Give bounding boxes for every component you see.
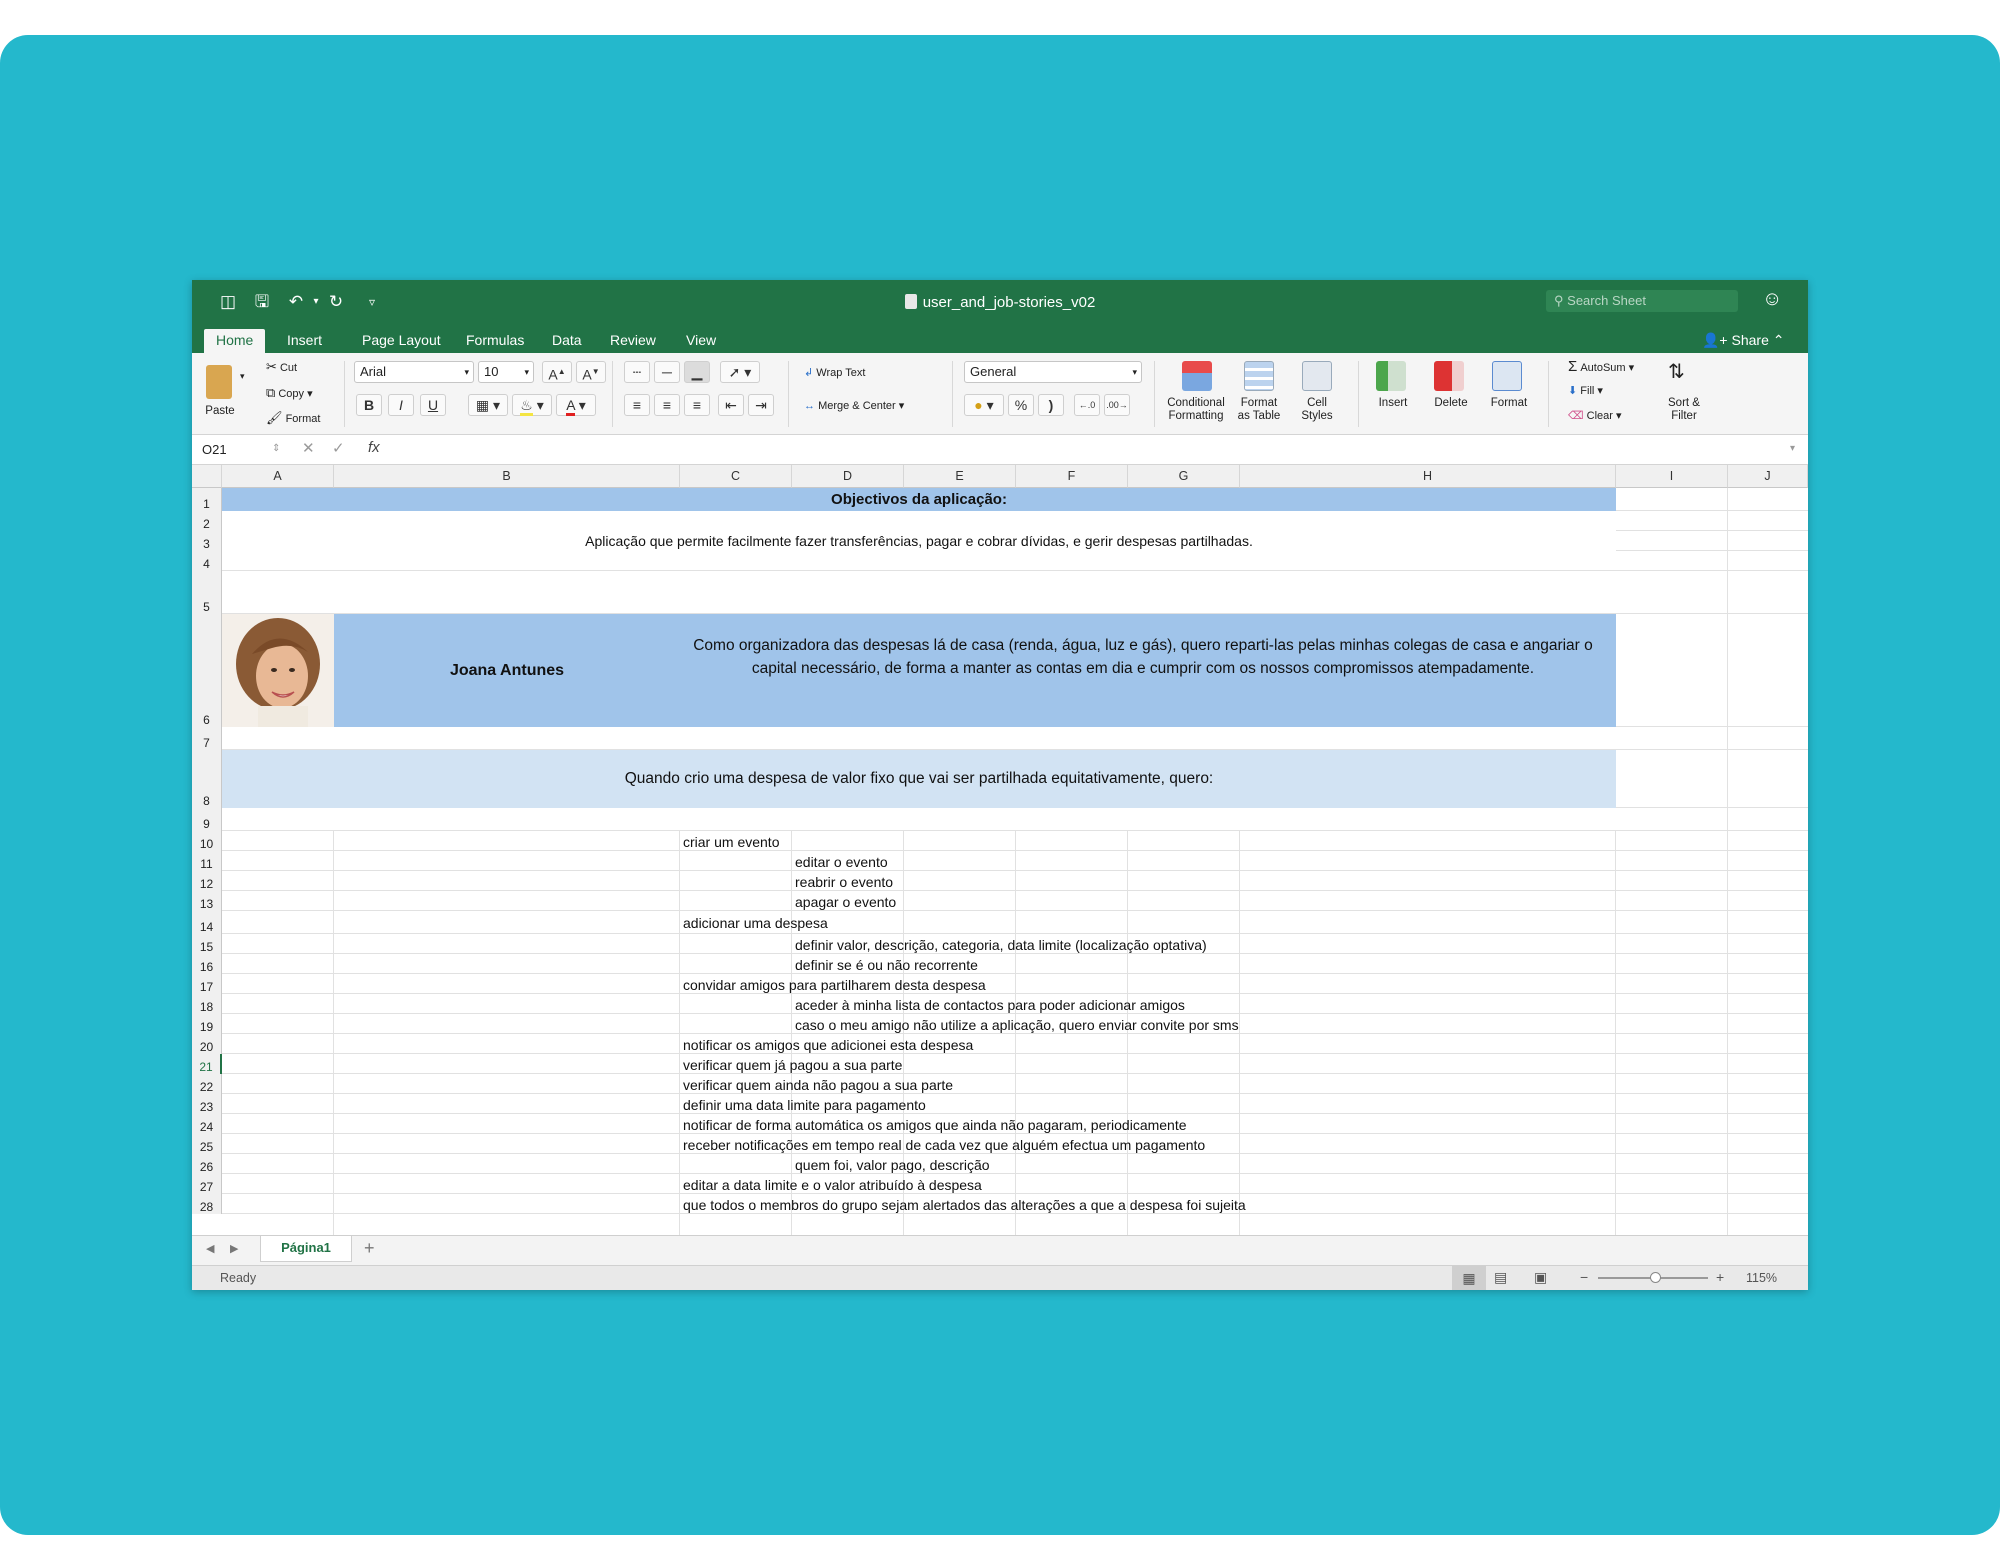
number-format-select[interactable]: General ▾ — [964, 361, 1142, 383]
accounting-format-button[interactable]: ● ▾ — [964, 394, 1004, 416]
insert-cells-icon[interactable] — [1376, 361, 1406, 391]
tab-data[interactable]: Data — [552, 332, 582, 348]
story-item-row-16[interactable]: definir se é ou não recorrente — [795, 957, 978, 973]
row-header-12[interactable]: 12 — [192, 871, 222, 891]
spacer-band — [222, 571, 1616, 614]
format-as-table-icon[interactable] — [1244, 361, 1274, 391]
row-header-19[interactable]: 19 — [192, 1014, 222, 1034]
fill-down-icon: ⬇ — [1568, 385, 1578, 397]
increase-indent-button[interactable]: ⇥ — [748, 394, 774, 416]
paste-icon[interactable] — [206, 365, 232, 399]
story-item-row-10[interactable]: criar um evento — [683, 834, 780, 850]
font-color-button[interactable]: A ▾ — [556, 394, 596, 416]
scissors-icon: ✂ — [266, 359, 277, 374]
story-item-row-27[interactable]: editar a data limite e o valor atribuído à despesa — [683, 1177, 982, 1193]
customize-toolbar-icon[interactable]: ▿ — [368, 295, 376, 309]
row-header-28[interactable]: 28 — [192, 1194, 222, 1214]
row-header-2[interactable]: 2 — [192, 511, 222, 531]
row-header-16[interactable]: 16 — [192, 954, 222, 974]
underline-button[interactable]: U — [420, 394, 446, 416]
row-header-9[interactable]: 9 — [192, 808, 222, 831]
row-header-6[interactable]: 6 — [192, 614, 222, 727]
row-header-21[interactable]: 21 — [192, 1054, 222, 1074]
title-bar — [192, 280, 1808, 325]
redo-icon[interactable]: ↻ — [328, 292, 344, 311]
file-icon — [905, 294, 917, 309]
search-icon: ⚲ — [1554, 293, 1564, 308]
borders-button[interactable]: ▦ ▾ — [468, 394, 508, 416]
story-item-row-26[interactable]: quem foi, valor pago, descrição — [795, 1157, 990, 1173]
fill-color-button[interactable]: ♨ ▾ — [512, 394, 552, 416]
merge-center-button[interactable]: ↔ Merge & Center ▾ — [804, 400, 905, 412]
copy-icon: ⧉ — [266, 385, 276, 400]
chevron-down-icon: ▾ — [464, 367, 469, 377]
spreadsheet-grid[interactable] — [192, 465, 1808, 1235]
sheet-tab-pagina1[interactable]: Página1 — [260, 1236, 352, 1262]
ribbon-home — [192, 353, 1808, 435]
sigma-icon: Σ — [1568, 358, 1578, 375]
increase-font-button[interactable]: A▲ — [542, 361, 572, 383]
story-item-row-24[interactable]: notificar de forma automática os amigos que ainda não pagaram, periodicamente — [683, 1117, 1187, 1133]
scroll-tabs-right-icon[interactable]: ▶ — [230, 1243, 239, 1255]
row-header-11[interactable]: 11 — [192, 851, 222, 871]
borders-icon: ▦ — [475, 397, 490, 413]
font-size-select[interactable]: 10 ▾ — [478, 361, 534, 383]
paste-dropdown-icon[interactable]: ▾ — [240, 371, 245, 381]
paste-button[interactable]: Paste — [205, 405, 235, 417]
sheet-tab-bar — [192, 1235, 1808, 1265]
zoom-level: 115% — [1746, 1271, 1778, 1285]
row-header-24[interactable]: 24 — [192, 1114, 222, 1134]
tab-home[interactable]: Home — [204, 329, 265, 353]
wrap-text-icon: ↲ — [804, 367, 814, 379]
column-header-b[interactable]: B — [334, 465, 680, 488]
story-item-row-18[interactable]: aceder à minha lista de contactos para poder adicionar amigos — [795, 997, 1185, 1013]
row-header-15[interactable]: 15 — [192, 934, 222, 954]
story-item-row-17[interactable]: convidar amigos para partilharem desta despesa — [683, 977, 986, 993]
align-center-button[interactable]: ≡ — [654, 394, 680, 416]
align-top-button[interactable]: ┄ — [624, 361, 650, 383]
column-header-e[interactable]: E — [904, 465, 1016, 488]
row-header-8[interactable]: 8 — [192, 750, 222, 808]
cancel-icon[interactable]: ✕ — [302, 440, 315, 457]
format-painter-button[interactable]: 🖌 Format — [266, 410, 321, 425]
story-item-row-13[interactable]: apagar o evento — [795, 894, 897, 910]
row-header-22[interactable]: 22 — [192, 1074, 222, 1094]
story-item-row-23[interactable]: definir uma data limite para pagamento — [683, 1097, 926, 1113]
coins-icon: ● — [974, 397, 983, 413]
orientation-button[interactable]: ➚ ▾ — [720, 361, 760, 383]
zoom-out-icon[interactable]: − — [1580, 1269, 1589, 1285]
tab-view[interactable]: View — [686, 332, 717, 348]
column-header-i[interactable]: I — [1616, 465, 1728, 488]
decrease-font-button[interactable]: A▼ — [576, 361, 606, 383]
zoom-in-icon[interactable]: + — [1716, 1269, 1725, 1285]
row-header-20[interactable]: 20 — [192, 1034, 222, 1054]
story-item-row-11[interactable]: editar o evento — [795, 854, 888, 870]
column-header-d[interactable]: D — [792, 465, 904, 488]
normal-view-icon[interactable]: ▦ — [1452, 1266, 1486, 1290]
align-left-button[interactable]: ≡ — [624, 394, 650, 416]
confirm-icon[interactable]: ✓ — [332, 440, 345, 457]
formula-bar — [192, 435, 1808, 465]
story-item-row-21[interactable]: verificar quem já pagou a sua parte — [683, 1057, 903, 1073]
ribbon-tabs — [192, 325, 1808, 353]
heading-cell[interactable]: Objectivos da aplicação: — [831, 491, 1007, 508]
status-ready: Ready — [220, 1271, 257, 1285]
increase-decimal-button[interactable]: ←.0 — [1074, 394, 1100, 416]
zoom-slider-thumb[interactable] — [1650, 1272, 1661, 1283]
excel-window — [192, 280, 1808, 1290]
bold-button[interactable]: B — [356, 394, 382, 416]
row-header-13[interactable]: 13 — [192, 891, 222, 911]
decrease-decimal-button[interactable]: .00→ — [1104, 394, 1130, 416]
font-name-select[interactable]: Arial ▾ — [354, 361, 474, 383]
spacer-band-row7 — [222, 727, 1616, 750]
persona-avatar — [222, 614, 334, 727]
column-header-f[interactable]: F — [1016, 465, 1128, 488]
add-person-icon: 👤+ — [1702, 332, 1728, 348]
row-header-7[interactable]: 7 — [192, 727, 222, 750]
column-header-h[interactable]: H — [1240, 465, 1616, 488]
row-header-25[interactable]: 25 — [192, 1134, 222, 1154]
wrap-text-button[interactable]: ↲ Wrap Text — [804, 367, 866, 379]
page-break-view-icon[interactable]: ▣ — [1534, 1269, 1548, 1285]
tab-formulas[interactable]: Formulas — [466, 332, 525, 348]
autosum-button[interactable]: Σ AutoSum ▾ — [1568, 358, 1635, 375]
merge-icon: ↔ — [804, 400, 815, 412]
cell-styles-button[interactable]: Cell Styles — [1301, 397, 1333, 422]
row-header-17[interactable]: 17 — [192, 974, 222, 994]
share-button[interactable]: 👤+ Share ⌃ — [1702, 332, 1785, 348]
story-item-row-20[interactable]: notificar os amigos que adicionei esta despesa — [683, 1037, 974, 1053]
save-icon[interactable]: 🖫 — [254, 292, 270, 311]
cut-button[interactable]: ✂ Cut — [266, 359, 298, 374]
spacer-band-row9 — [222, 808, 1616, 831]
decrease-indent-button[interactable]: ⇤ — [718, 394, 744, 416]
brush-icon: 🖌 — [266, 410, 283, 425]
clear-button[interactable]: ⌫ Clear ▾ — [1568, 410, 1622, 422]
job-story-cell[interactable]: Quando crio uma despesa de valor fixo que vai ser partilhada equitativamente, quero: — [624, 770, 1214, 787]
sort-filter-button[interactable]: Sort & Filter — [1668, 397, 1700, 422]
collapse-ribbon-icon: ⌃ — [1772, 332, 1785, 348]
story-item-row-28[interactable]: que todos o membros do grupo sejam alertados das alterações a que a despesa foi sujeita — [683, 1197, 1246, 1213]
column-header-g[interactable]: G — [1128, 465, 1240, 488]
row-header-10[interactable]: 10 — [192, 831, 222, 851]
name-box[interactable]: O21 — [202, 442, 227, 457]
delete-cells-button[interactable]: Delete — [1434, 397, 1468, 409]
story-item-row-12[interactable]: reabrir o evento — [795, 874, 894, 890]
row-header-23[interactable]: 23 — [192, 1094, 222, 1114]
sidebar-toggle-icon[interactable]: ◫ — [219, 292, 237, 311]
row-header-26[interactable]: 26 — [192, 1154, 222, 1174]
cell-styles-icon[interactable] — [1302, 361, 1332, 391]
font-color-icon: A — [566, 397, 575, 416]
tab-review[interactable]: Review — [610, 332, 656, 348]
status-bar — [192, 1265, 1808, 1290]
tab-insert[interactable]: Insert — [287, 332, 323, 348]
format-as-table-button[interactable]: Format as Table — [1237, 397, 1281, 422]
percent-button[interactable]: % — [1008, 394, 1034, 416]
page-layout-view-icon[interactable]: ▤ — [1494, 1269, 1508, 1285]
persona-photo — [222, 614, 334, 727]
conditional-formatting-icon[interactable] — [1182, 361, 1212, 391]
orientation-icon: ➚ — [728, 364, 741, 380]
chevron-down-icon: ▾ — [1132, 367, 1137, 377]
eraser-icon: ⌫ — [1568, 410, 1584, 422]
story-item-row-25[interactable]: receber notificações em tempo real de cada vez que alguém efectua um pagamento — [683, 1137, 1206, 1153]
expand-formula-icon[interactable]: ▾ — [1790, 443, 1796, 454]
row-header-18[interactable]: 18 — [192, 994, 222, 1014]
undo-icon[interactable]: ↶ — [288, 292, 304, 311]
align-middle-button[interactable]: ─ — [654, 361, 680, 383]
description-cell[interactable]: Aplicação que permite facilmente fazer transferências, pagar e cobrar dívidas, e gerir despesas partilhadas. — [585, 533, 1253, 549]
fx-icon[interactable]: fx — [368, 439, 380, 456]
persona-story-cell[interactable]: Como organizadora das despesas lá de casa (renda, água, luz e gás), quero reparti-las pelas minhas colegas de casa e angariar o capital necessário, de forma a manter as contas em dia e cumprir com os nossos compromissos atempadamente. — [693, 637, 1593, 677]
insert-cells-button[interactable]: Insert — [1378, 397, 1408, 409]
row-header-4[interactable]: 4 — [192, 551, 222, 571]
italic-button[interactable]: I — [388, 394, 414, 416]
row-header-5[interactable]: 5 — [192, 571, 222, 614]
story-item-row-22[interactable]: verificar quem ainda não pagou a sua parte — [683, 1077, 954, 1093]
delete-cells-icon[interactable] — [1434, 361, 1464, 391]
row-header-27[interactable]: 27 — [192, 1174, 222, 1194]
tab-page-layout[interactable]: Page Layout — [362, 332, 441, 348]
sort-filter-icon[interactable]: ⇅ — [1668, 361, 1685, 383]
paint-bucket-icon: ♨ — [520, 397, 533, 416]
story-item-row-14[interactable]: adicionar uma despesa — [683, 915, 828, 931]
column-header-c[interactable]: C — [680, 465, 792, 488]
conditional-formatting-button[interactable]: Conditional Formatting — [1167, 397, 1225, 422]
column-header-a[interactable]: A — [222, 465, 334, 488]
scroll-tabs-left-icon[interactable]: ◀ — [206, 1243, 215, 1255]
persona-name-cell[interactable]: Joana Antunes — [449, 662, 565, 679]
select-all-corner[interactable] — [192, 465, 222, 488]
comma-style-button[interactable]: ) — [1038, 394, 1064, 416]
format-cells-button[interactable]: Format — [1490, 397, 1528, 409]
column-gridline — [1727, 488, 1728, 1235]
undo-dropdown-icon[interactable]: ▾ — [313, 296, 319, 307]
story-item-row-19[interactable]: caso o meu amigo não utilize a aplicação, quero enviar convite por sms — [795, 1017, 1239, 1033]
row-header-3[interactable]: 3 — [192, 531, 222, 551]
formula-input[interactable] — [396, 439, 1786, 461]
feedback-smiley-icon[interactable]: ☺ — [1762, 288, 1783, 310]
align-right-button[interactable]: ≡ — [684, 394, 710, 416]
document-title: user_and_job-stories_v02 — [192, 280, 1808, 325]
copy-button[interactable]: ⧉ Copy ▾ — [266, 385, 313, 400]
column-header-j[interactable]: J — [1728, 465, 1808, 488]
row-header-1[interactable]: 1 — [192, 488, 222, 511]
story-item-row-15[interactable]: definir valor, descrição, categoria, data limite (localização optativa) — [795, 937, 1207, 953]
name-box-stepper-icon[interactable]: ⇕ — [272, 443, 281, 454]
row-header-14[interactable]: 14 — [192, 911, 222, 934]
search-sheet-input[interactable]: ⚲ Search Sheet — [1546, 290, 1738, 312]
format-cells-icon[interactable] — [1492, 361, 1522, 391]
add-sheet-icon[interactable]: + — [364, 1238, 375, 1258]
chevron-down-icon: ▾ — [524, 367, 529, 377]
align-bottom-button[interactable]: ▁ — [684, 361, 710, 383]
fill-button[interactable]: ⬇ Fill ▾ — [1568, 385, 1603, 397]
